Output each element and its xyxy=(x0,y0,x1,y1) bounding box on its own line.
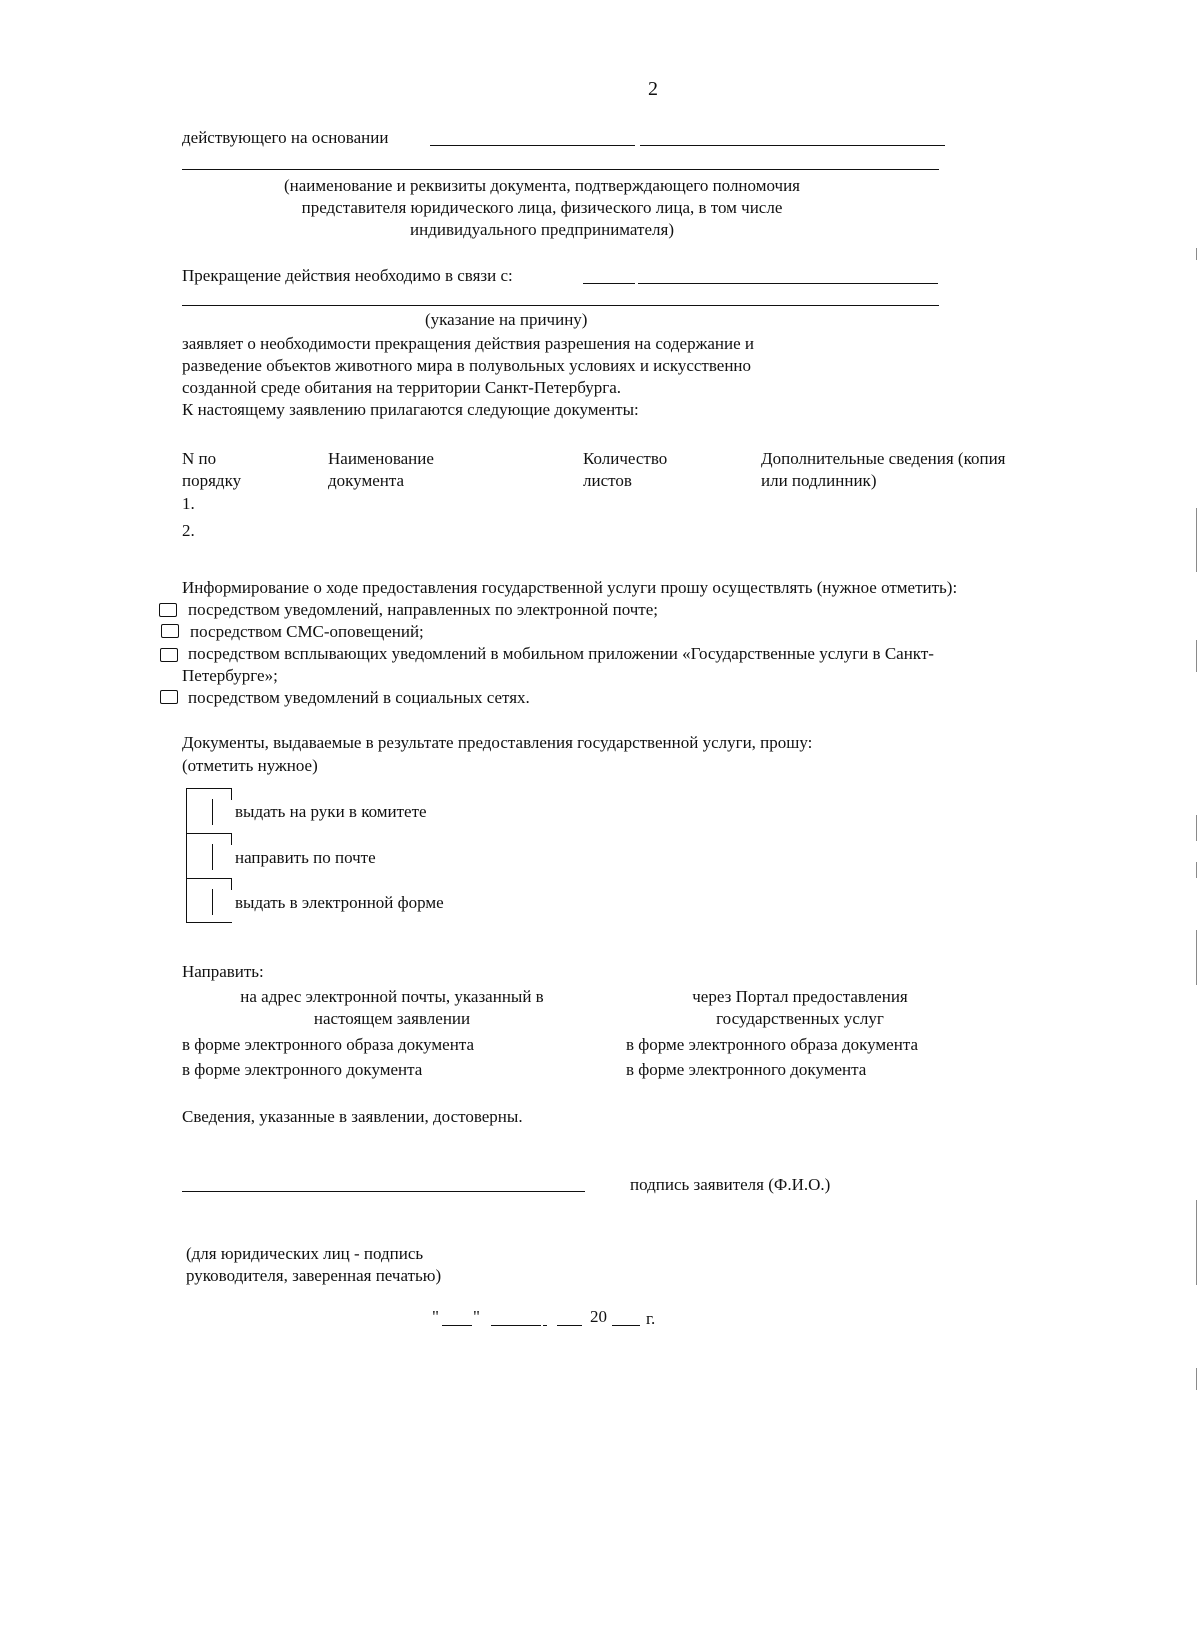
table-header-line: листов xyxy=(583,471,632,490)
direction-header-line: на адрес электронной почты, указанный в xyxy=(240,987,544,1006)
date-month-field-gap xyxy=(543,1325,547,1326)
table-header-line: Количество xyxy=(583,449,668,468)
signature-note-line: (для юридических лиц - подпись xyxy=(186,1244,424,1263)
reason-field-line-3[interactable] xyxy=(182,305,939,306)
statement-line: созданной среде обитания на территории Санкт-Петербурга. xyxy=(182,378,621,397)
date-year-suffix: г. xyxy=(646,1309,656,1328)
notifications-heading: Информирование о ходе предоставления государственной услуги прошу осуществлять (нужное отметить): xyxy=(182,578,958,597)
delivery-post-checkbox[interactable] xyxy=(186,833,232,878)
delivery-electronic-checkbox[interactable] xyxy=(186,878,232,923)
direction-label: Направить: xyxy=(182,962,264,981)
scan-edge-mark xyxy=(1196,248,1197,260)
notify-social-label: посредством уведомлений в социальных сетях. xyxy=(188,688,530,707)
scan-edge-mark xyxy=(1196,508,1197,572)
table-header-number xyxy=(182,448,241,492)
basis-field-line-1[interactable] xyxy=(430,145,635,146)
direction-left-header xyxy=(182,986,602,1030)
date-month-field-tail[interactable] xyxy=(557,1325,582,1326)
table-header-line: или подлинник) xyxy=(761,471,877,490)
reason-caption: (указание на причину) xyxy=(425,310,588,329)
table-header-line: N по xyxy=(182,449,217,468)
table-header-extra xyxy=(761,448,1006,492)
delivery-heading: Документы, выдаваемые в результате предоставления государственной услуги, прошу: xyxy=(182,733,813,752)
date-open-quote: " xyxy=(432,1307,439,1326)
delivery-subheading: (отметить нужное) xyxy=(182,756,318,775)
date-year-prefix: 20 xyxy=(590,1307,607,1326)
direction-header-line: настоящем заявлении xyxy=(313,1009,471,1028)
scan-edge-mark xyxy=(1196,930,1197,985)
direction-right-item-document: в форме электронного документа xyxy=(626,1060,867,1079)
notify-app-label-continuation: Петербурге»; xyxy=(182,666,278,685)
table-row-number: 1. xyxy=(182,494,195,513)
delivery-electronic-label: выдать в электронной форме xyxy=(235,893,444,912)
table-header-line: документа xyxy=(328,471,405,490)
notify-app-checkbox[interactable] xyxy=(160,648,178,662)
reason-label: Прекращение действия необходимо в связи с: xyxy=(182,266,513,285)
table-header-line: порядку xyxy=(182,471,242,490)
scan-edge-mark xyxy=(1196,640,1197,672)
reason-field-line-2[interactable] xyxy=(638,283,938,284)
signature-line[interactable] xyxy=(182,1191,585,1192)
delivery-post-label: направить по почте xyxy=(235,848,376,867)
scan-edge-mark xyxy=(1196,815,1197,841)
date-close-quote: " xyxy=(473,1307,480,1326)
table-header-sheets xyxy=(583,448,667,492)
statement-line: разведение объектов животного мира в полувольных условиях и искусственно xyxy=(182,356,752,375)
statement-text xyxy=(182,333,754,421)
basis-caption-line: (наименование и реквизиты документа, подтверждающего полномочия xyxy=(283,176,800,195)
direction-left-item-document: в форме электронного документа xyxy=(182,1060,423,1079)
signature-note xyxy=(186,1243,441,1287)
basis-field-line-2[interactable] xyxy=(640,145,945,146)
table-header-line: Наименование xyxy=(328,449,434,468)
direction-header-line: через Портал предоставления xyxy=(692,987,908,1006)
basis-caption-line: представителя юридического лица, физического лица, в том числе xyxy=(301,198,783,217)
basis-label: действующего на основании xyxy=(182,128,389,147)
notify-app-label: посредством всплывающих уведомлений в мобильном приложении «Государственные услуги в Санкт- xyxy=(188,644,934,663)
scan-edge-mark xyxy=(1196,1368,1197,1390)
delivery-handover-checkbox[interactable] xyxy=(186,788,232,833)
signature-note-line: руководителя, заверенная печатью) xyxy=(186,1266,442,1285)
notify-email-checkbox[interactable] xyxy=(159,603,177,617)
table-header-name xyxy=(328,448,434,492)
signature-label: подпись заявителя (Ф.И.О.) xyxy=(630,1175,831,1194)
notify-sms-label: посредством СМС-оповещений; xyxy=(190,622,424,641)
statement-line: К настоящему заявлению прилагаются следующие документы: xyxy=(182,400,639,419)
basis-caption xyxy=(182,175,902,241)
table-header-line: Дополнительные сведения (копия xyxy=(761,449,1006,468)
scan-edge-mark xyxy=(1196,862,1197,878)
date-day-field[interactable] xyxy=(442,1325,472,1326)
basis-field-line-3[interactable] xyxy=(182,169,939,170)
date-month-field[interactable] xyxy=(491,1325,541,1326)
direction-right-header xyxy=(620,986,980,1030)
notify-sms-checkbox[interactable] xyxy=(161,624,179,638)
direction-right-item-image: в форме электронного образа документа xyxy=(626,1035,919,1054)
notify-social-checkbox[interactable] xyxy=(160,690,178,704)
page-number: 2 xyxy=(648,78,658,100)
reason-field-line-1[interactable] xyxy=(583,283,635,284)
notify-email-label: посредством уведомлений, направленных по электронной почте; xyxy=(188,600,659,619)
direction-left-item-image: в форме электронного образа документа xyxy=(182,1035,475,1054)
delivery-handover-label: выдать на руки в комитете xyxy=(235,802,427,821)
declaration-text: Сведения, указанные в заявлении, достоверны. xyxy=(182,1107,523,1126)
scan-edge-mark xyxy=(1196,1200,1197,1285)
date-year-field[interactable] xyxy=(612,1325,640,1326)
direction-header-line: государственных услуг xyxy=(716,1009,884,1028)
statement-line: заявляет о необходимости прекращения действия разрешения на содержание и xyxy=(182,334,754,353)
table-row-number: 2. xyxy=(182,521,195,540)
basis-caption-line: индивидуального предпринимателя) xyxy=(410,220,674,239)
